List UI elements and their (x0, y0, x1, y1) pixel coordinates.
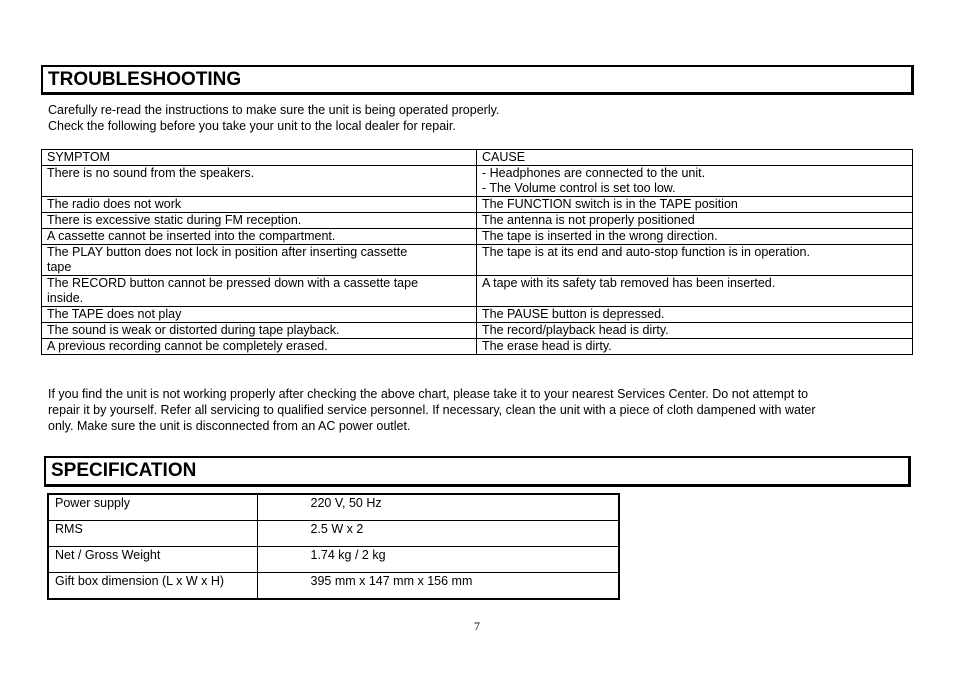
symptom-cell (42, 276, 477, 307)
specification-table (47, 493, 620, 600)
symptom-text: There is no sound from the speakers. (47, 166, 255, 180)
table-row (42, 323, 913, 339)
symptom-cell (42, 197, 477, 213)
symptom-text: The sound is weak or distorted during tape playback. (47, 323, 340, 337)
cause-cell (477, 197, 913, 213)
troubleshooting-title: TROUBLESHOOTING (48, 68, 242, 90)
table-row (42, 245, 913, 276)
cause-cell (477, 339, 913, 355)
symptom-text: There is excessive static during FM reception. (47, 213, 302, 227)
table-row (42, 307, 913, 323)
spec-value: 395 mm x 147 mm x 156 mm (257, 573, 619, 600)
symptom-cell (42, 307, 477, 323)
spec-label: Gift box dimension (L x W x H) (48, 573, 257, 600)
spec-label: Power supply (48, 494, 257, 521)
troubleshooting-intro (48, 102, 908, 134)
symptom-text: The radio does not work (47, 197, 182, 211)
symptom-cell (42, 245, 477, 276)
symptom-text: The TAPE does not play (47, 307, 182, 321)
spec-row (48, 547, 619, 573)
symptom-text: The RECORD button cannot be pressed down with a cassette tape (47, 276, 419, 290)
specification-title: SPECIFICATION (51, 460, 197, 481)
spec-value: 1.74 kg / 2 kg (257, 547, 619, 573)
cause-cell (477, 323, 913, 339)
spec-value: 220 V, 50 Hz (257, 494, 619, 521)
symptom-cell (42, 229, 477, 245)
spec-label: RMS (48, 521, 257, 547)
symptom-cell (42, 166, 477, 197)
symptom-text: A previous recording cannot be completely erased. (47, 339, 328, 353)
table-row (42, 166, 913, 197)
table-row (42, 339, 913, 355)
table-row (42, 276, 913, 307)
symptom-cell (42, 323, 477, 339)
spec-label: Net / Gross Weight (48, 547, 257, 573)
specification-heading (44, 456, 911, 487)
cause-cell (477, 307, 913, 323)
symptom-cell (42, 339, 477, 355)
troubleshooting-heading (41, 65, 914, 95)
table-row (42, 213, 913, 229)
cause-cell (477, 213, 913, 229)
intro-line: Check the following before you take your unit to the local dealer for repair. (48, 119, 456, 133)
page-number: 7 (474, 619, 480, 633)
symptom-text: inside. (47, 291, 84, 305)
troubleshooting-closing (48, 386, 913, 434)
cause-text: The erase head is dirty. (482, 339, 612, 353)
closing-line: repair it by yourself. Refer all servicing to qualified service personnel. If necessary, clean the unit with a piece of cloth dampened with water (48, 403, 816, 417)
spec-row (48, 494, 619, 521)
troubleshooting-table (41, 149, 913, 355)
cause-text: A tape with its safety tab removed has been inserted. (482, 276, 776, 290)
spec-value: 2.5 W x 2 (257, 521, 619, 547)
cause-cell (477, 276, 913, 307)
cause-cell (477, 229, 913, 245)
cause-text: - Headphones are connected to the unit. (482, 166, 706, 180)
cause-header: CAUSE (477, 150, 913, 166)
symptom-text: A cassette cannot be inserted into the compartment. (47, 229, 336, 243)
table-row (42, 197, 913, 213)
cause-text: The tape is at its end and auto-stop function is in operation. (482, 245, 810, 259)
symptom-text: tape (47, 260, 72, 274)
cause-cell (477, 166, 913, 197)
cause-text: The antenna is not properly positioned (482, 213, 695, 227)
cause-text: The record/playback head is dirty. (482, 323, 669, 337)
cause-cell (477, 245, 913, 276)
symptom-cell (42, 213, 477, 229)
spec-row (48, 573, 619, 600)
cause-text: The tape is inserted in the wrong direction. (482, 229, 718, 243)
table-header-row (42, 150, 913, 166)
cause-text: The PAUSE button is depressed. (482, 307, 665, 321)
symptom-header: SYMPTOM (42, 150, 477, 166)
closing-line: only. Make sure the unit is disconnected from an AC power outlet. (48, 419, 411, 433)
table-row (42, 229, 913, 245)
cause-text: - The Volume control is set too low. (482, 181, 676, 195)
cause-text: The FUNCTION switch is in the TAPE position (482, 197, 738, 211)
closing-line: If you find the unit is not working properly after checking the above chart, please take it to your nearest Services Center. Do not attempt to (48, 387, 809, 401)
intro-line: Carefully re-read the instructions to make sure the unit is being operated properly. (48, 103, 500, 117)
symptom-text: The PLAY button does not lock in position after inserting cassette (47, 245, 408, 259)
spec-row (48, 521, 619, 547)
